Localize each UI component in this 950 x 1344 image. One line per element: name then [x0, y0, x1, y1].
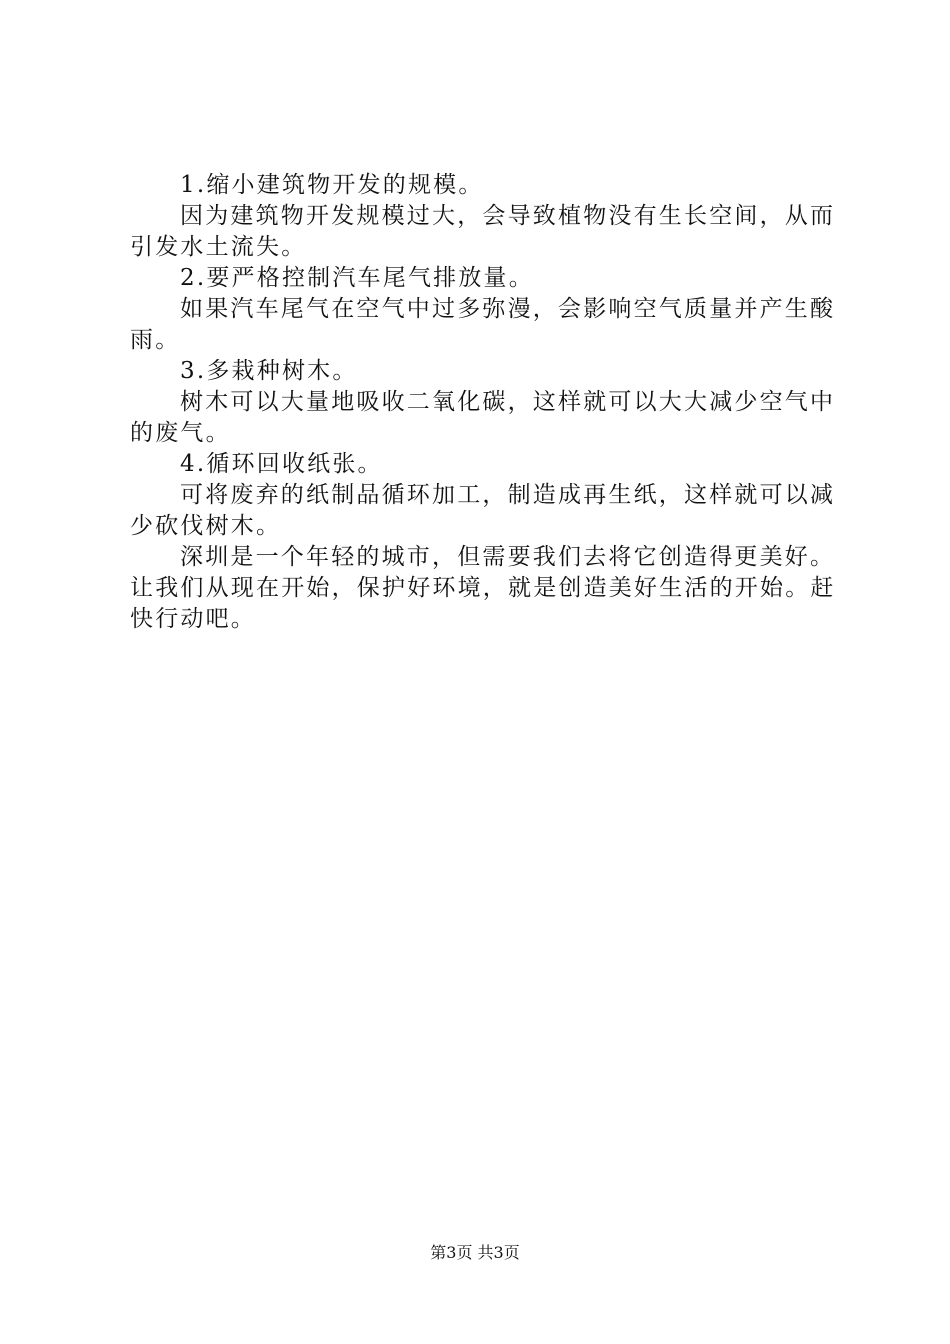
paragraph-item-9: 深圳是一个年轻的城市，但需要我们去将它创造得更美好。让我们从现在开始，保护好环境，就是创造美好生活的开始。赶快行动吧。 — [130, 544, 836, 632]
paragraph-item-3: 2.要严格控制汽车尾气排放量。 — [180, 265, 534, 291]
paragraph-item-8: 可将废弃的纸制品循环加工，制造成再生纸，这样就可以减少砍伐树木。 — [130, 482, 836, 539]
paragraph-item-7: 4.循环回收纸张。 — [180, 451, 383, 477]
paragraph-item-2: 因为建筑物开发规模过大，会导致植物没有生长空间，从而引发水土流失。 — [130, 203, 836, 260]
page-footer — [0, 1242, 950, 1264]
paragraph-item-4: 如果汽车尾气在空气中过多弥漫，会影响空气质量并产生酸雨。 — [130, 296, 836, 353]
paragraph-item-1: 1.缩小建筑物开发的规模。 — [180, 172, 484, 198]
paragraph-item-6: 树木可以大量地吸收二氧化碳，这样就可以大大减少空气中的废气。 — [130, 389, 836, 446]
page-number-label: 第3页 共3页 — [430, 1243, 520, 1262]
paragraph-item-5: 3.多栽种树木。 — [180, 358, 358, 384]
document-body — [130, 170, 840, 635]
